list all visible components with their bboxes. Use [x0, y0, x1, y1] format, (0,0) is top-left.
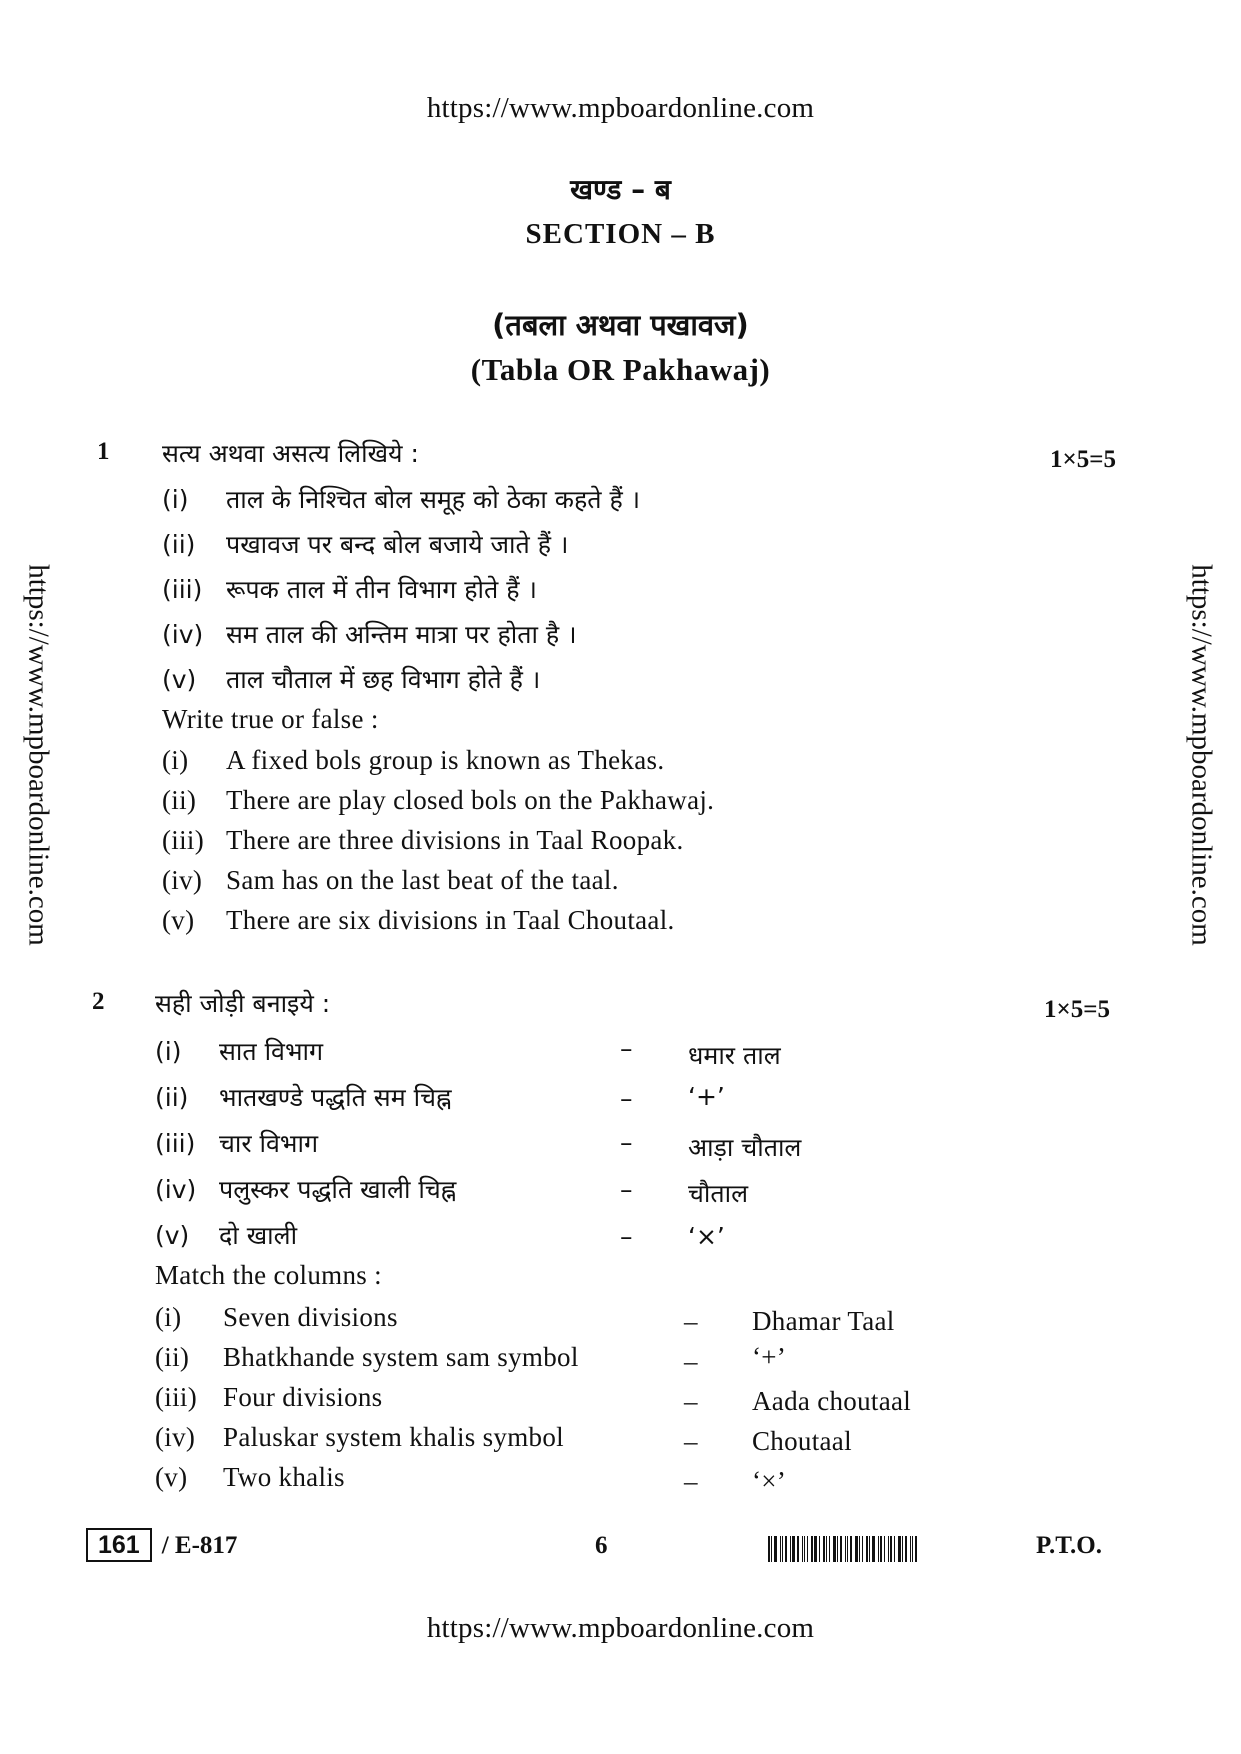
barcode-bar: [823, 1536, 825, 1562]
q1-hindi-item: [162, 662, 540, 696]
question-1-title-hindi: सत्य अथवा असत्य लिखिये :: [162, 439, 419, 468]
item-text: There are three divisions in Taal Roopak.: [226, 825, 684, 855]
q2-english-item: [155, 1302, 398, 1333]
item-right: ‘+’: [752, 1342, 787, 1372]
barcode-bar: [910, 1536, 911, 1562]
item-left: Paluskar system khalis symbol: [223, 1422, 564, 1452]
q2-english-item: [155, 1462, 345, 1493]
barcode-bar: [833, 1536, 836, 1562]
item-left: सात विभाग: [219, 1037, 324, 1066]
barcode-bar: [890, 1536, 892, 1562]
barcode-bar: [866, 1536, 868, 1562]
subject-heading-english: (Tabla OR Pakhawaj): [470, 352, 771, 387]
barcode-bar: [905, 1536, 907, 1562]
item-text: ताल चौताल में छह विभाग होते हैं ।: [226, 665, 541, 694]
q2-hindi-item: [155, 1080, 452, 1114]
question-2-title-hindi: सही जोड़ी बनाइये :: [155, 989, 331, 1018]
paper-code-box: 161: [86, 1528, 152, 1562]
item-left: Two khalis: [223, 1462, 345, 1492]
q1-english-item: [162, 905, 675, 936]
q1-hindi-item: [162, 617, 577, 651]
barcode-bar: [790, 1536, 791, 1562]
barcode-bar: [837, 1536, 838, 1562]
item-number: (v): [162, 665, 197, 694]
item-right: ‘+’: [688, 1082, 725, 1111]
barcode-bar: [915, 1536, 917, 1562]
item-number: (i): [162, 485, 189, 514]
question-1-number: 1: [97, 438, 110, 465]
item-text: There are six divisions in Taal Choutaal.: [226, 905, 675, 935]
q1-hindi-item: [162, 527, 568, 561]
item-text: Sam has on the last beat of the taal.: [226, 865, 619, 895]
item-dash: –: [684, 1346, 698, 1376]
barcode-bar: [814, 1536, 817, 1562]
item-text: There are play closed bols on the Pakhawaj.: [226, 785, 715, 815]
item-number: (v): [155, 1221, 190, 1250]
item-number: (i): [155, 1302, 182, 1332]
barcode-bar: [811, 1536, 813, 1562]
item-left: चार विभाग: [219, 1129, 319, 1158]
pto-label: P.T.O.: [1036, 1532, 1102, 1559]
item-text: रूपक ताल में तीन विभाग होते हैं ।: [226, 575, 537, 604]
watermark-url-bottom: https://www.mpboardonline.com: [426, 1612, 815, 1644]
item-right: ‘×’: [752, 1466, 787, 1496]
question-1-title-english: Write true or false :: [162, 704, 379, 734]
item-number: (iii): [155, 1129, 196, 1158]
barcode-bar: [902, 1536, 903, 1562]
barcode-bar: [869, 1536, 870, 1562]
barcode-bar: [840, 1536, 842, 1562]
barcode-bar: [768, 1536, 770, 1562]
barcode-bar: [855, 1536, 858, 1562]
subject-heading-hindi: (तबला अथवा पखावज): [492, 308, 749, 342]
item-number: (iii): [155, 1382, 197, 1412]
item-right: ‘×’: [688, 1222, 725, 1251]
watermark-url-right: https://www.mpboardonline.com: [1185, 564, 1218, 946]
item-dash: –: [684, 1386, 698, 1416]
barcode-bar: [785, 1536, 787, 1562]
barcode-bar: [807, 1536, 808, 1562]
question-2-number: 2: [92, 988, 105, 1015]
item-right: Aada choutaal: [752, 1386, 912, 1416]
barcode-bar: [862, 1536, 863, 1562]
item-text: ताल के निश्चित बोल समूह को ठेका कहते हैं ।: [226, 485, 641, 514]
section-heading-hindi: खण्ड – ब: [570, 173, 671, 206]
item-dash: –: [684, 1466, 698, 1496]
item-right: Dhamar Taal: [752, 1306, 895, 1336]
item-left: Bhatkhande system sam symbol: [223, 1342, 579, 1372]
barcode-bar: [829, 1536, 830, 1562]
paper-series: / E-817: [161, 1532, 238, 1559]
barcode-bar: [797, 1536, 799, 1562]
q2-english-item: [155, 1342, 579, 1373]
item-right: आड़ा चौताल: [688, 1133, 802, 1162]
question-2-title-english: Match the columns :: [155, 1260, 382, 1290]
barcode-bar: [774, 1536, 777, 1562]
q1-hindi-item: [162, 482, 640, 516]
q1-english-item: [162, 785, 714, 816]
item-text: पखावज पर बन्द बोल बजाये जाते हैं ।: [226, 530, 569, 559]
item-dash: –: [684, 1306, 698, 1336]
barcode-bar: [898, 1536, 901, 1562]
q2-hindi-item: [155, 1034, 323, 1068]
question-1-marks: 1×5=5: [1050, 446, 1116, 473]
watermark-url-left: https://www.mpboardonline.com: [22, 564, 55, 946]
barcode-bar: [894, 1536, 895, 1562]
item-number: (iii): [162, 825, 204, 855]
item-dash: –: [620, 1084, 633, 1113]
q2-hindi-item: [155, 1218, 297, 1252]
item-right: धमार ताल: [688, 1041, 781, 1070]
item-number: (ii): [155, 1083, 189, 1112]
barcode-bar: [782, 1536, 783, 1562]
q1-english-item: [162, 865, 619, 896]
barcode-bar: [771, 1536, 772, 1562]
barcode-bar: [884, 1536, 885, 1562]
item-right: चौताल: [688, 1179, 749, 1208]
item-right: Choutaal: [752, 1426, 852, 1456]
barcode-bar: [792, 1536, 795, 1562]
q1-english-item: [162, 745, 664, 776]
q1-english-item: [162, 825, 684, 856]
item-number: (iv): [155, 1422, 196, 1452]
item-left: पलुस्कर पद्धति खाली चिह्न: [219, 1175, 457, 1204]
item-number: (v): [162, 905, 195, 935]
barcode-bar: [880, 1536, 882, 1562]
q2-english-item: [155, 1422, 564, 1453]
item-number: (i): [162, 745, 189, 775]
item-number: (i): [155, 1037, 182, 1066]
item-dash: –: [684, 1426, 698, 1456]
barcode-bar: [802, 1536, 803, 1562]
barcode-bar: [819, 1536, 820, 1562]
q2-hindi-item: [155, 1126, 318, 1160]
barcode-image: [768, 1536, 1008, 1562]
item-left: दो खाली: [219, 1221, 298, 1250]
barcode-bar: [847, 1536, 848, 1562]
barcode-bar: [826, 1536, 827, 1562]
item-left: भातखण्डे पद्धति सम चिह्न: [219, 1083, 452, 1112]
barcode-bar: [850, 1536, 852, 1562]
item-number: (iv): [162, 620, 204, 649]
q2-hindi-item: [155, 1172, 456, 1206]
barcode-bar: [845, 1536, 846, 1562]
item-left: Four divisions: [223, 1382, 383, 1412]
q1-hindi-item: [162, 572, 537, 606]
section-heading-english: SECTION – B: [525, 218, 716, 250]
item-number: (ii): [155, 1342, 190, 1372]
item-text: सम ताल की अन्तिम मात्रा पर होता है ।: [226, 620, 577, 649]
item-dash: –: [620, 1222, 633, 1251]
item-number: (v): [155, 1462, 188, 1492]
barcode-bar: [804, 1536, 805, 1562]
item-number: (iii): [162, 575, 203, 604]
q2-english-item: [155, 1382, 382, 1413]
item-dash: –: [620, 1175, 633, 1204]
page-number: 6: [595, 1532, 608, 1559]
barcode-bar: [878, 1536, 879, 1562]
item-number: (iv): [155, 1175, 197, 1204]
item-dash: –: [620, 1034, 633, 1063]
item-left: Seven divisions: [223, 1302, 398, 1332]
item-number: (ii): [162, 530, 196, 559]
item-text: A fixed bols group is known as Thekas.: [226, 745, 665, 775]
barcode-bar: [888, 1536, 889, 1562]
paper-code: [86, 1528, 237, 1562]
question-2-marks: 1×5=5: [1044, 996, 1110, 1023]
item-number: (iv): [162, 865, 203, 895]
barcode-bar: [859, 1536, 860, 1562]
barcode-bar: [872, 1536, 875, 1562]
item-number: (ii): [162, 785, 197, 815]
barcode-bar: [780, 1536, 781, 1562]
item-dash: –: [620, 1128, 633, 1157]
watermark-url-top: https://www.mpboardonline.com: [426, 92, 815, 124]
barcode-bar: [912, 1536, 913, 1562]
